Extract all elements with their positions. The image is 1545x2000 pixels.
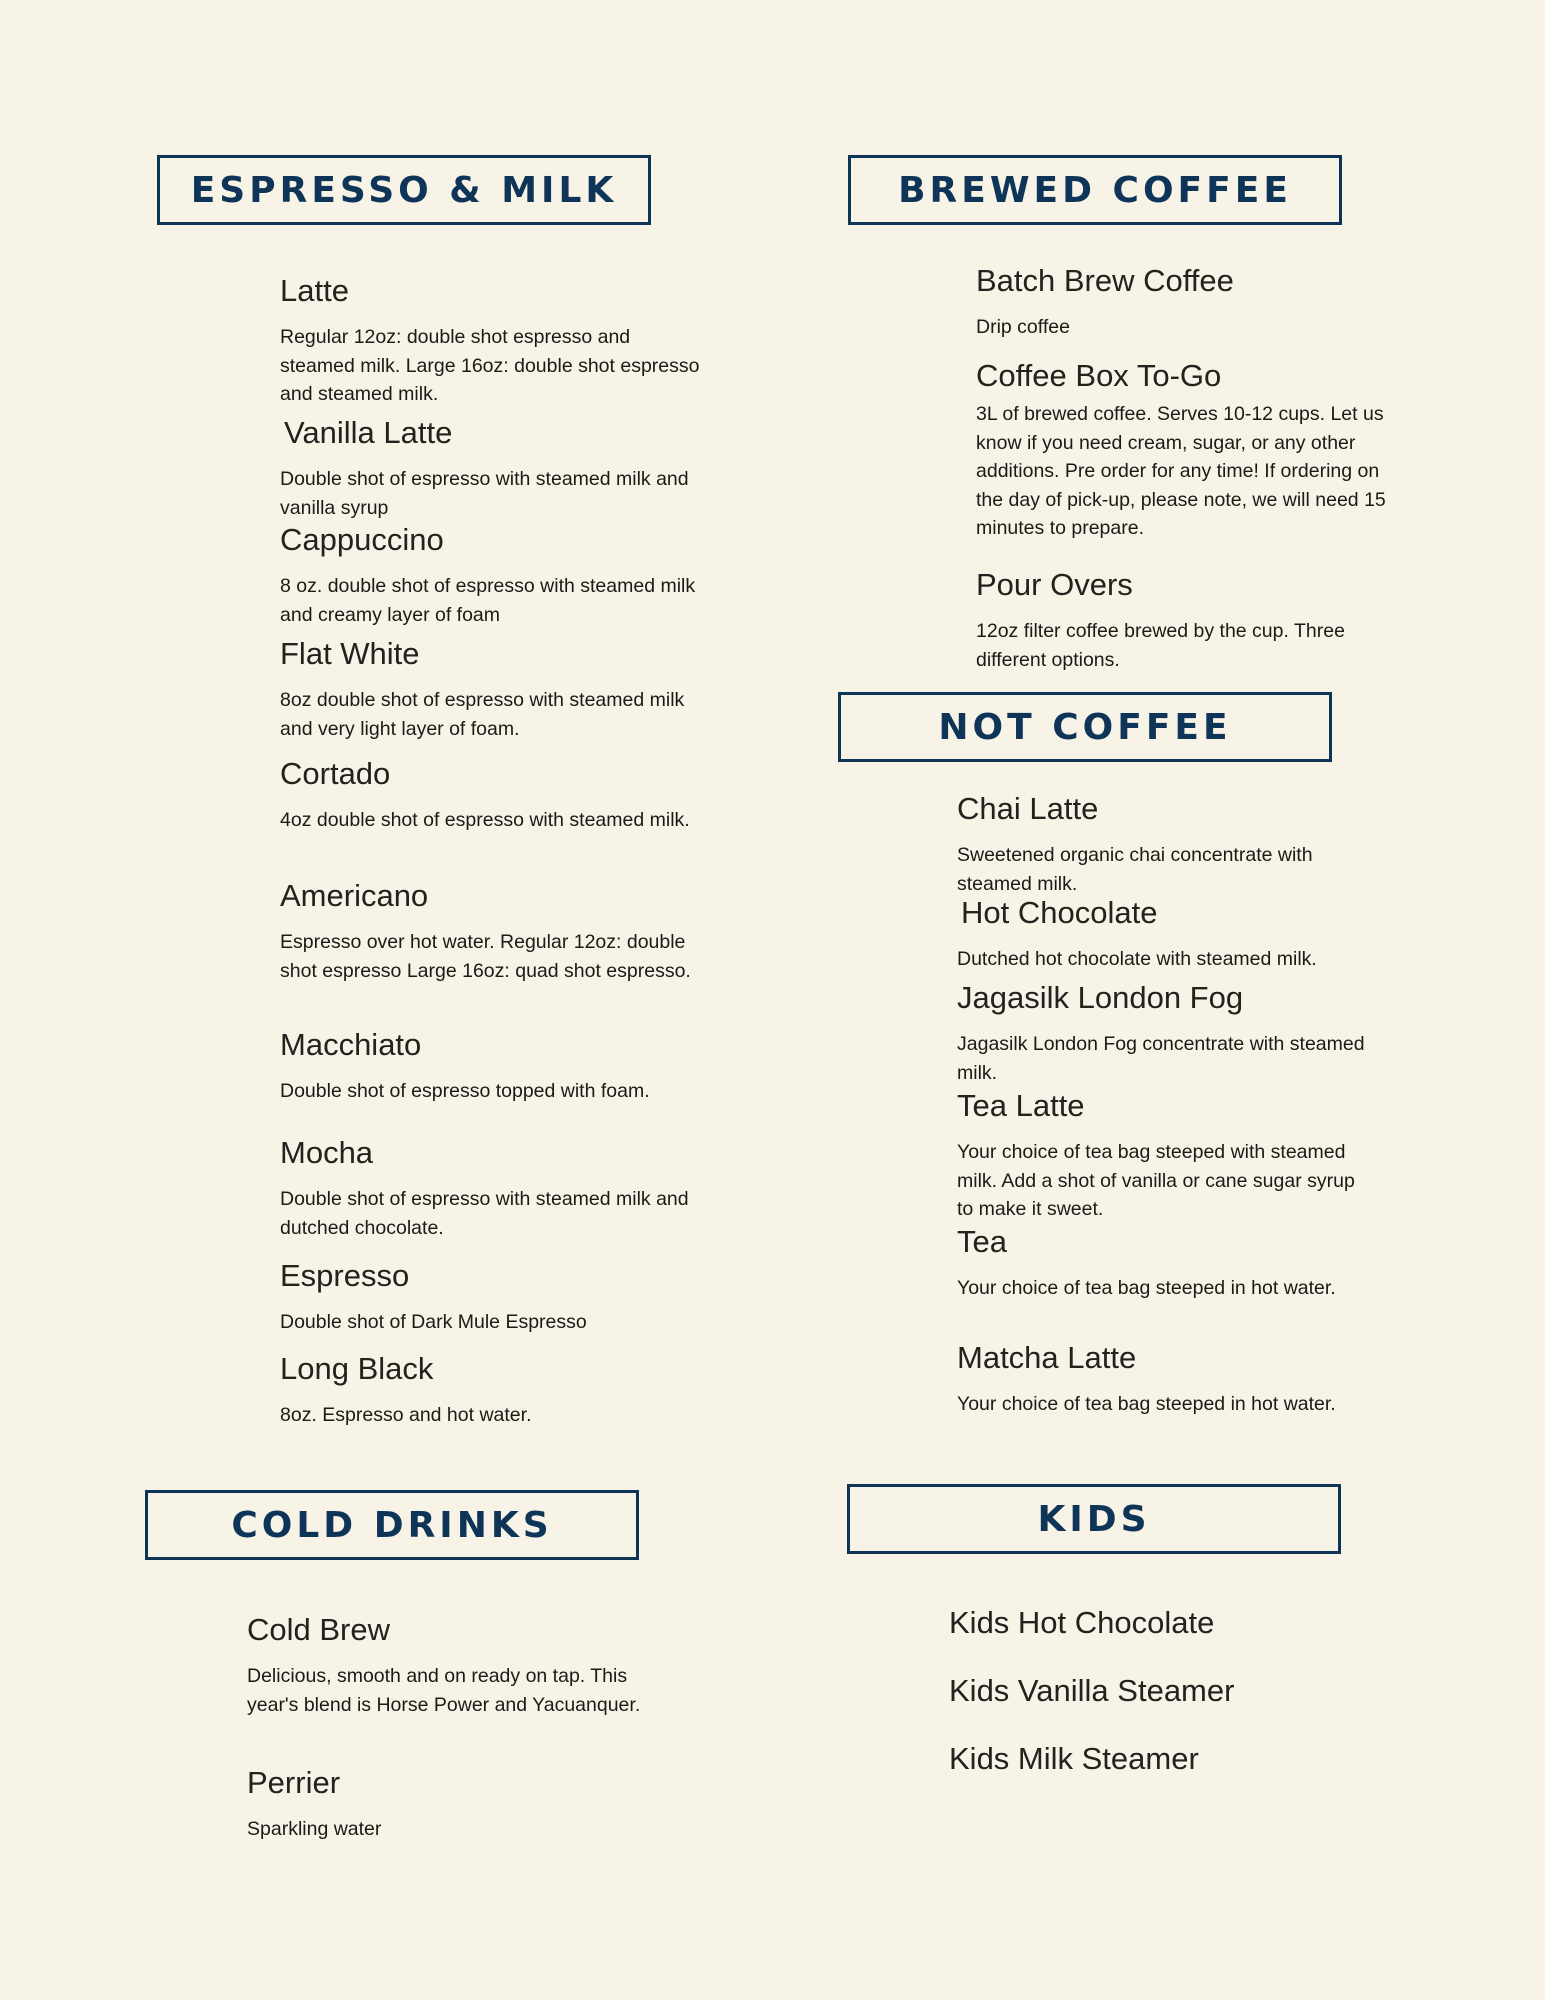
- item-name: Flat White: [280, 636, 420, 671]
- section-title: BREWED COFFEE: [898, 169, 1292, 211]
- section-header-kids: [847, 1484, 1341, 1554]
- item-name: Kids Milk Steamer: [949, 1741, 1199, 1776]
- item-description: Sweetened organic chai concentrate with steamed milk.: [957, 844, 1313, 895]
- item-description: Sparkling water: [247, 1818, 382, 1840]
- item-name: Pour Overs: [976, 567, 1133, 602]
- item-name: Coffee Box To-Go: [976, 358, 1222, 393]
- item-name: Cortado: [280, 756, 391, 791]
- item-description: Your choice of tea bag steeped in hot water.: [957, 1393, 1336, 1415]
- section-title: KIDS: [1037, 1498, 1151, 1540]
- item-description: Your choice of tea bag steeped in hot water.: [957, 1277, 1336, 1299]
- item-description: Jagasilk London Fog concentrate with steamed milk.: [957, 1033, 1365, 1084]
- item-description: 8oz. Espresso and hot water.: [280, 1404, 532, 1426]
- item-description: Delicious, smooth and on ready on tap. This year's blend is Horse Power and Yacuanquer.: [247, 1665, 641, 1716]
- item-description: 8oz double shot of espresso with steamed milk and very light layer of foam.: [280, 689, 685, 740]
- item-name: Espresso: [280, 1258, 410, 1293]
- section-title: COLD DRINKS: [231, 1504, 553, 1546]
- item-description: Regular 12oz: double shot espresso and steamed milk. Large 16oz: double shot espresso and steamed milk.: [280, 326, 700, 405]
- item-name: Vanilla Latte: [284, 415, 453, 450]
- item-description: Espresso over hot water. Regular 12oz: double shot espresso Large 16oz: quad shot espresso.: [280, 931, 691, 982]
- item-name: Matcha Latte: [957, 1340, 1137, 1375]
- item-name: Perrier: [247, 1765, 341, 1800]
- item-name: Latte: [280, 273, 349, 308]
- item-name: Macchiato: [280, 1027, 422, 1062]
- item-name: Americano: [280, 878, 429, 913]
- item-description: Double shot of espresso with steamed milk and dutched chocolate.: [280, 1188, 689, 1239]
- item-name: Kids Hot Chocolate: [949, 1605, 1215, 1640]
- item-description: Dutched hot chocolate with steamed milk.: [957, 948, 1317, 970]
- section-header-cold-drinks: [145, 1490, 639, 1560]
- item-name: Batch Brew Coffee: [976, 263, 1234, 298]
- item-name: Cappuccino: [280, 522, 444, 557]
- item-description: Double shot of espresso with steamed milk and vanilla syrup: [280, 468, 689, 519]
- item-name: Hot Chocolate: [961, 895, 1158, 930]
- item-description: 12oz filter coffee brewed by the cup. Three different options.: [976, 620, 1345, 671]
- item-name: Tea Latte: [957, 1088, 1085, 1123]
- section-title: ESPRESSO & MILK: [190, 169, 618, 211]
- section-header-espresso-milk: [157, 155, 651, 225]
- section-header-not-coffee: [838, 692, 1332, 762]
- item-description: Drip coffee: [976, 316, 1070, 338]
- item-description: 3L of brewed coffee. Serves 10-12 cups. Let us know if you need cream, sugar, or any other additions. Pre order for any time! If ordering on the day of pick-up, please note, we will need 15 minutes to prepare.: [976, 403, 1386, 539]
- item-description: Your choice of tea bag steeped with steamed milk. Add a shot of vanilla or cane sugar syrup to make it sweet.: [957, 1141, 1355, 1220]
- item-name: Tea: [957, 1224, 1007, 1259]
- item-name: Long Black: [280, 1351, 434, 1386]
- item-name: Cold Brew: [247, 1612, 390, 1647]
- item-name: Mocha: [280, 1135, 374, 1170]
- section-header-brewed-coffee: [848, 155, 1342, 225]
- section-title: NOT COFFEE: [938, 706, 1232, 748]
- item-description: 4oz double shot of espresso with steamed milk.: [280, 809, 690, 831]
- item-name: Chai Latte: [957, 791, 1099, 826]
- item-description: Double shot of espresso topped with foam.: [280, 1080, 650, 1102]
- item-description: Double shot of Dark Mule Espresso: [280, 1311, 587, 1333]
- item-description: 8 oz. double shot of espresso with steamed milk and creamy layer of foam: [280, 575, 696, 626]
- item-name: Jagasilk London Fog: [957, 980, 1244, 1015]
- item-name: Kids Vanilla Steamer: [949, 1673, 1235, 1708]
